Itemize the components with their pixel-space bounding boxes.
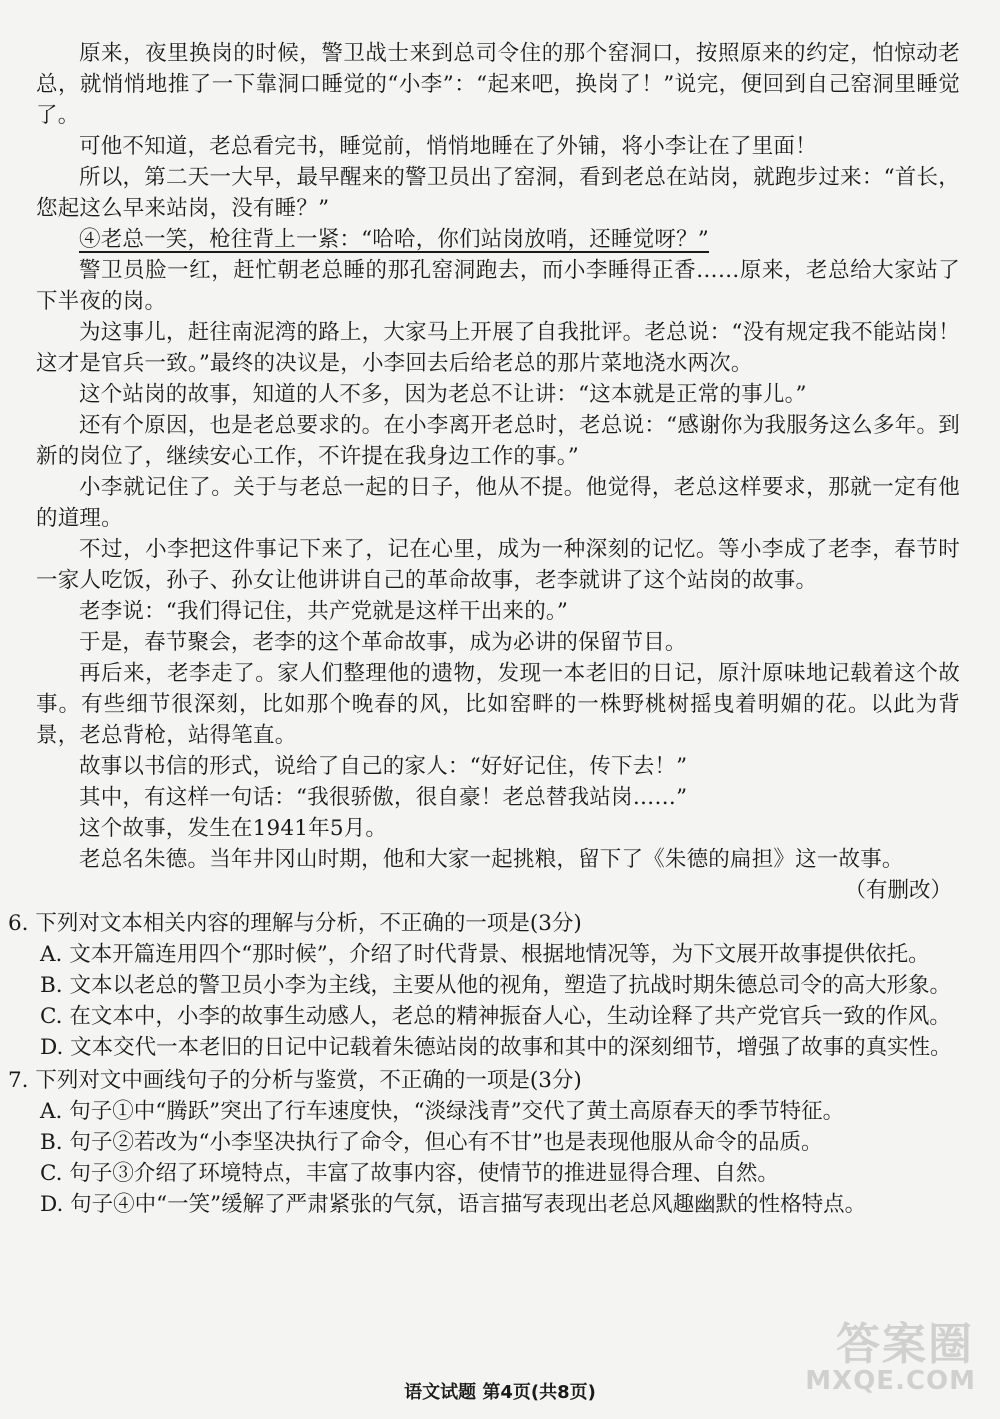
story-paragraph: 这个故事，发生在1941年5月。: [79, 816, 388, 841]
watermark-cn-text: 答案圈: [836, 1319, 974, 1370]
story-paragraph: 为这事儿，赶往南泥湾的路上，大家马上开展了自我批评。老总说：“没有规定我不能站岗！这才是官兵一致。”最终的决议是，小李回去后给老总的那片菜地浇水两次。: [36, 320, 960, 376]
story-paragraph: 老总名朱德。当年井冈山时期，他和大家一起挑粮，留下了《朱德的扁担》这一故事。: [79, 847, 904, 872]
story-paragraph: 还有个原因，也是老总要求的。在小李离开老总时，老总说：“感谢你为我服务这么多年。到新的岗位了，继续安心工作，不许提在我身边工作的事。”: [36, 413, 960, 469]
story-paragraph: 小李就记住了。关于与老总一起的日子，他从不提。他觉得，老总这样要求，那就一定有他的道理。: [36, 475, 960, 531]
option-b: B. 文本以老总的警卫员小李为主线，主要从他的视角，塑造了抗战时期朱德总司令的高大形象。: [40, 973, 951, 998]
story-paragraph: 其中，有这样一句话：“我很骄傲，很自豪！老总替我站岗……”: [79, 785, 688, 810]
story-paragraph: 可他不知道，老总看完书，睡觉前，悄悄地睡在了外铺，将小李让在了里面！: [79, 134, 817, 159]
story-paragraph: 这个站岗的故事，知道的人不多，因为老总不让讲：“这本就是正常的事儿。”: [79, 382, 807, 407]
story-paragraph: 故事以书信的形式，说给了自己的家人：“好好记住，传下去！”: [79, 754, 688, 779]
page-footer: 语文试题 第4页(共8页): [404, 1382, 596, 1403]
story-paragraph: 不过，小李把这件事记下来了，记在心里，成为一种深刻的记忆。等小李成了老李，春节时一家人吃饭，孙子、孙女让他讲讲自己的革命故事，老李就讲了这个站岗的故事。: [36, 537, 960, 593]
question-stem: 6. 下列对文本相关内容的理解与分析，不正确的一项是(3分): [8, 911, 582, 936]
option-a: A. 句子①中“腾跃”突出了行车速度快，“淡绿浅青”交代了黄土高原春天的季节特征。: [40, 1099, 845, 1124]
story-paragraph: 于是，春节聚会，老李的这个革命故事，成为必讲的保留节目。: [79, 630, 687, 655]
story-paragraph: 再后来，老李走了。家人们整理他的遗物，发现一本老旧的日记，原汁原味地记载着这个故事。有些细节很深刻，比如那个晚春的风，比如窑畔的一株野桃树摇曳着明媚的花。以此为背景，老总背枪，站得笔直。: [36, 661, 960, 748]
watermark-en-text: MXQE.COM: [805, 1366, 976, 1396]
question-7: [8, 1065, 960, 1220]
underlined-sentence-4: ④老总一笑，枪往背上一紧：“哈哈，你们站岗放哨，还睡觉呀？”: [79, 227, 709, 252]
question-stem: 7. 下列对文中画线句子的分析与鉴赏，不正确的一项是(3分): [8, 1068, 582, 1093]
story-paragraph: 警卫员脸一红，赶忙朝老总睡的那孔窑洞跑去，而小李睡得正香……原来，老总给大家站了下半夜的岗。: [36, 258, 960, 314]
source-note: （有删改）: [844, 878, 952, 903]
option-d: D. 文本交代一本老旧的日记中记载着朱德站岗的故事和其中的深刻细节，增强了故事的真实性。: [40, 1035, 952, 1060]
option-c: C. 在文本中，小李的故事生动感人，老总的精神振奋人心，生动诠释了共产党官兵一致的作风。: [40, 1004, 951, 1029]
option-b: B. 句子②若改为“小李坚决执行了命令，但心有不甘”也是表现他服从命令的品质。: [40, 1130, 823, 1155]
story-paragraph-underlined: [36, 224, 960, 255]
option-d: D. 句子④中“一笑”缓解了严肃紧张的气氛，语言描写表现出老总风趣幽默的性格特点。: [40, 1192, 867, 1217]
story-paragraph: 老李说：“我们得记住，共产党就是这样干出来的。”: [79, 599, 569, 624]
option-a: A. 文本开篇连用四个“那时候”，介绍了时代背景、根据地情况等，为下文展开故事提供依托。: [40, 942, 930, 967]
question-6: [8, 908, 960, 1063]
story-paragraph: 原来，夜里换岗的时候，警卫战士来到总司令住的那个窑洞口，按照原来的约定，怕惊动老总，就悄悄地推了一下靠洞口睡觉的“小李”：“起来吧，换岗了！”说完，便回到自己窑洞里睡觉了。: [36, 41, 960, 128]
story-paragraph: 所以，第二天一大早，最早醒来的警卫员出了窑洞，看到老总在站岗，就跑步过来：“首长，您起这么早来站岗，没有睡？”: [36, 165, 960, 221]
option-c: C. 句子③介绍了环境特点，丰富了故事内容，使情节的推进显得合理、自然。: [40, 1161, 779, 1186]
